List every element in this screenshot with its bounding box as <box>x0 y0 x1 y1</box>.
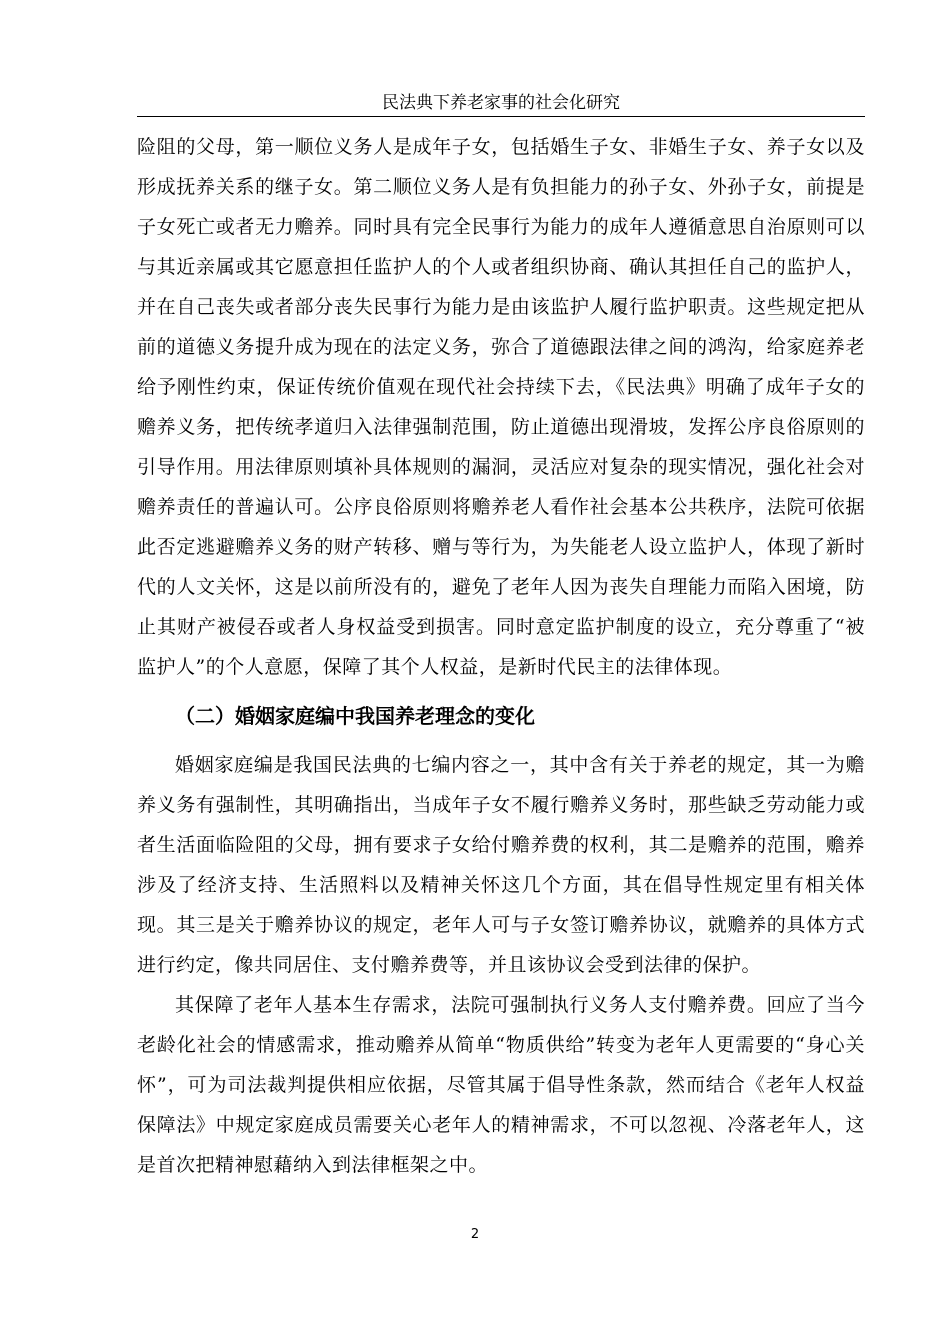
document-body <box>137 127 865 1185</box>
body-paragraph-continued: 险阻的父母，第一顺位义务人是成年子女，包括婚生子女、非婚生子女、养子女以及形成抚养关系的继子女。第二顺位义务人是有负担能力的孙子女、外孙子女，前提是子女死亡或者无力赡养。同时具有完全民事行为能力的成年人遵循意思自治原则可以与其近亲属或其它愿意担任监护人的个人或者组织协商、确认其担任自己的监护人，并在自己丧失或者部分丧失民事行为能力是由该监护人履行监护职责。这些规定把从前的道德义务提升成为现在的法定义务，弥合了道德跟法律之间的鸿沟，给家庭养老给予刚性约束，保证传统价值观在现代社会持续下去，《民法典》明确了成年子女的赡养义务，把传统孝道归入法律强制范围，防止道德出现滑坡，发挥公序良俗原则的引导作用。用法律原则填补具体规则的漏洞，灵活应对复杂的现实情况，强化社会对赡养责任的普遍认可。公序良俗原则将赡养老人看作社会基本公共秩序，法院可依据此否定逃避赡养义务的财产转移、赠与等行为，为失能老人设立监护人，体现了新时代的人文关怀，这是以前所没有的，避免了老年人因为丧失自理能力而陷入困境，防止其财产被侵吞或者人身权益受到损害。同时意定监护制度的设立，充分尊重了“被监护人”的个人意愿，保障了其个人权益，是新时代民主的法律体现。 <box>137 136 865 678</box>
section-heading: （二）婚姻家庭编中我国养老理念的变化 <box>175 704 535 728</box>
body-paragraph: 婚姻家庭编是我国民法典的七编内容之一，其中含有关于养老的规定，其一为赡养义务有强制性，其明确指出，当成年子女不履行赡养义务时，那些缺乏劳动能力或者生活面临险阻的父母，拥有要求子女给付赡养费的权利，其二是赡养的范围，赡养涉及了经济支持、生活照料以及精神关怀这几个方面，其在倡导性规定里有相关体现。其三是关于赡养协议的规定，老年人可与子女签订赡养协议，就赡养的具体方式进行约定，像共同居住、支付赡养费等，并且该协议会受到法律的保护。 <box>137 754 865 976</box>
body-paragraph: 其保障了老年人基本生存需求，法院可强制执行义务人支付赡养费。回应了当今老龄化社会的情感需求，推动赡养从简单“物质供给”转变为老年人更需要的“身心关怀”，可为司法裁判提供相应依据，尽管其属于倡导性条款，然而结合《老年人权益保障法》中规定家庭成员需要关心老年人的精神需求，不可以忽视、冷落老年人，这是首次把精神慰藉纳入到法律框架之中。 <box>137 994 865 1176</box>
header-divider <box>137 116 865 117</box>
page-header-title: 民法典下养老家事的社会化研究 <box>382 93 620 113</box>
page-number: 2 <box>470 1227 480 1242</box>
